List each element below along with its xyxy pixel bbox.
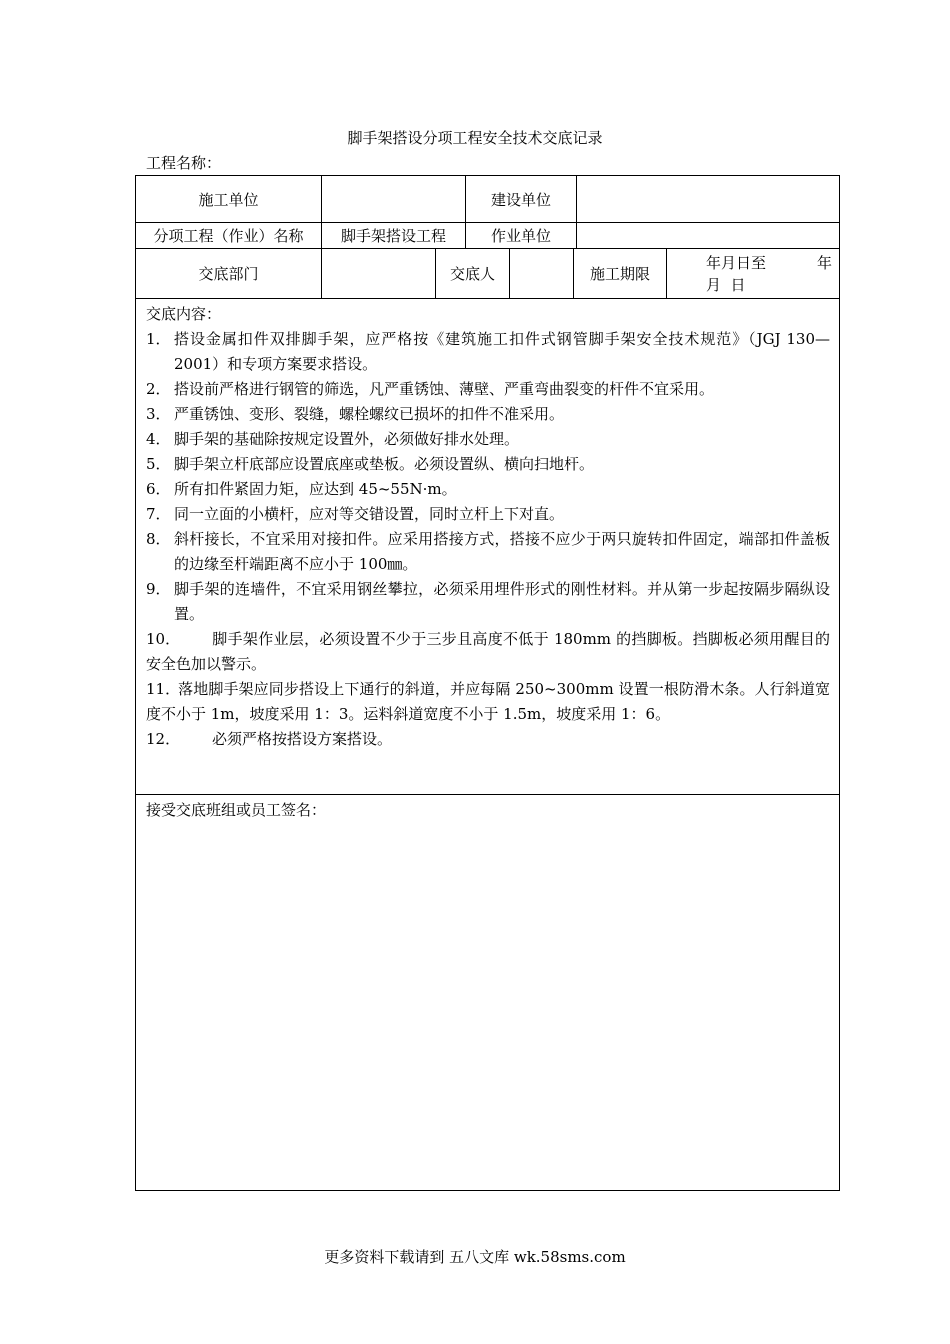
item-number: 6．	[146, 480, 171, 498]
item-text: 搭设金属扣件双排脚手架，应严格按《建筑施工扣件式钢管脚手架安全技术规范》（JGJ 130—2001）和专项方案要求搭设。	[174, 330, 830, 373]
item-number: 4．	[146, 430, 171, 448]
item-text: 落地脚手架应同步搭设上下通行的斜道，并应每隔 250~300mm 设置一根防滑木条。人行斜道宽度不小于 1m，坡度采用 1：3。运料斜道宽度不小于 1.5m，坡度采用 1：6。	[146, 680, 830, 723]
work-unit-label: 作业单位	[490, 227, 551, 245]
list-item	[146, 727, 830, 752]
item-text: 严重锈蚀、变形、裂缝，螺栓螺纹已损坏的扣件不准采用。	[174, 405, 565, 423]
item-text: 所有扣件紧固力矩，应达到 45~55N·m。	[174, 480, 457, 498]
period-start: 年月日至	[706, 254, 767, 272]
item-text: 脚手架立杆底部应设置底座或垫板。必须设置纵、横向扫地杆。	[174, 455, 595, 473]
item-number: 8．	[146, 530, 171, 548]
item-number: 12．	[146, 730, 181, 748]
dept-value	[322, 249, 435, 298]
dept-label: 交底部门	[198, 265, 259, 283]
item-text: 脚手架的基础除按规定设置外，必须做好排水处理。	[174, 430, 520, 448]
work-unit-value	[577, 223, 839, 248]
item-text: 搭设前严格进行钢管的筛选，凡严重锈蚀、薄壁、严重弯曲裂变的杆件不宜采用。	[174, 380, 715, 398]
document-title: 脚手架搭设分项工程安全技术交底记录	[347, 129, 603, 147]
item-number: 3．	[146, 405, 171, 423]
presenter-value	[510, 249, 573, 298]
row-divider	[135, 298, 840, 299]
presenter-label: 交底人	[449, 265, 495, 283]
list-item	[146, 452, 830, 477]
construction-unit-label: 施工单位	[198, 190, 259, 209]
list-item	[146, 627, 830, 677]
list-item	[146, 677, 830, 727]
list-item	[146, 477, 830, 502]
item-number: 7．	[146, 505, 171, 523]
footer-text: 更多资料下载请到 五八文库 wk.58sms.com	[324, 1248, 626, 1266]
signature-label: 接受交底班组或员工签名：	[146, 801, 327, 819]
briefing-content	[146, 302, 830, 752]
subproject-label: 分项工程（作业）名称	[153, 227, 304, 245]
subproject-value: 脚手架搭设工程	[340, 227, 446, 245]
item-number: 9．	[146, 580, 171, 598]
project-name-label: 工程名称：	[146, 154, 222, 172]
period-end-year: 年	[816, 254, 832, 272]
list-item	[146, 327, 830, 377]
owner-unit-value	[577, 176, 839, 222]
construction-unit-value	[322, 176, 465, 222]
item-text: 脚手架作业层，必须设置不少于三步且高度不低于 180mm 的挡脚板。挡脚板必须用醒目的安全色加以警示。	[146, 630, 830, 673]
period-value	[706, 252, 832, 296]
list-item	[146, 502, 830, 527]
list-item	[146, 402, 830, 427]
item-number: 2．	[146, 380, 171, 398]
content-heading: 交底内容：	[146, 305, 222, 323]
item-text: 脚手架的连墙件，不宜采用钢丝攀拉，必须采用埋件形式的刚性材料。并从第一步起按隔步隔纵设置。	[174, 580, 830, 623]
item-text: 斜杆接长，不宜采用对接扣件。应采用搭接方式，搭接不应少于两只旋转扣件固定，端部扣件盖板的边缘至杆端距离不应小于 100㎜。	[174, 530, 830, 573]
list-item	[146, 377, 830, 402]
period-label: 施工期限	[589, 265, 650, 283]
period-end-month-day: 月 日	[706, 276, 746, 294]
list-item	[146, 577, 830, 627]
item-number: 10．	[146, 630, 181, 648]
owner-unit-label: 建设单位	[490, 190, 551, 209]
list-item	[146, 427, 830, 452]
item-text: 同一立面的小横杆，应对等交错设置，同时立杆上下对直。	[174, 505, 565, 523]
row-divider	[135, 794, 840, 795]
item-text: 必须严格按搭设方案搭设。	[212, 730, 393, 748]
col-divider	[666, 248, 667, 298]
item-number: 11．	[146, 680, 181, 698]
item-number: 1．	[146, 330, 171, 348]
item-number: 5．	[146, 455, 171, 473]
list-item	[146, 527, 830, 577]
